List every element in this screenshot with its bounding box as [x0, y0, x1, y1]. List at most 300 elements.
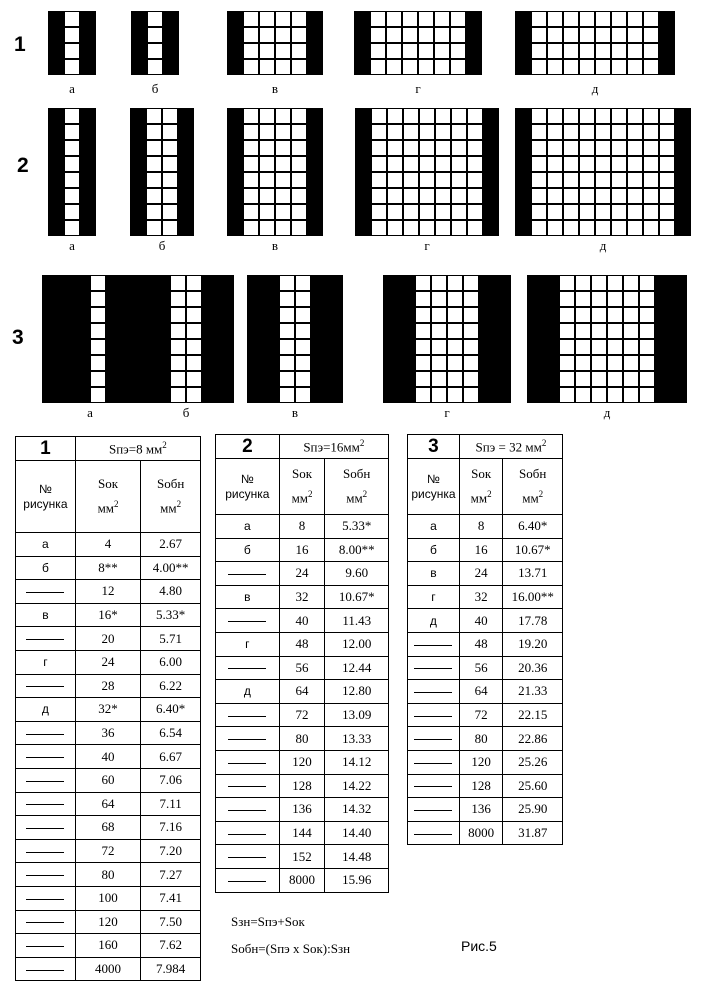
sok-cell: 72	[459, 703, 503, 727]
electrode-cell	[218, 371, 234, 387]
table-row	[16, 698, 201, 722]
window-cell	[146, 124, 162, 140]
electrode-cell	[479, 371, 495, 387]
window-cell	[611, 220, 627, 236]
dash-line	[26, 781, 64, 782]
electrode-cell	[515, 140, 531, 156]
sobn-cell: 7.41	[141, 886, 201, 910]
sok-cell: 40	[279, 609, 325, 633]
pattern-grid-2-g	[355, 108, 499, 236]
figure-cell: г	[216, 632, 280, 656]
col-header-sobn: Sобн $мм^2$	[141, 461, 201, 533]
window-cell	[531, 27, 547, 43]
dash-line	[26, 804, 64, 805]
figure-cell: б	[408, 538, 460, 562]
window-cell	[147, 11, 163, 27]
window-cell	[450, 11, 466, 27]
window-cell	[64, 220, 80, 236]
window-cell	[402, 59, 418, 75]
electrode-cell	[218, 291, 234, 307]
sok-cell: 68	[75, 816, 140, 840]
window-cell	[607, 323, 623, 339]
col-header-figure: № рисунка	[216, 459, 280, 515]
figure-cell	[216, 703, 280, 727]
window-cell	[531, 124, 547, 140]
window-cell	[591, 291, 607, 307]
window-cell	[531, 11, 547, 27]
window-cell	[531, 59, 547, 75]
window-cell	[447, 339, 463, 355]
window-cell	[291, 11, 307, 27]
figure-cell: б	[216, 538, 280, 562]
electrode-cell	[671, 307, 687, 323]
electrode-cell	[74, 323, 90, 339]
sobn-cell: 31.87	[503, 821, 563, 845]
electrode-cell	[399, 339, 415, 355]
window-cell	[579, 108, 595, 124]
electrode-cell	[479, 339, 495, 355]
table-row	[16, 886, 201, 910]
electrode-cell	[311, 355, 327, 371]
electrode-cell	[42, 355, 58, 371]
window-cell	[463, 387, 479, 403]
sobn-cell: 14.22	[325, 774, 389, 798]
electrode-cell	[675, 140, 691, 156]
sok-cell: 136	[459, 798, 503, 822]
electrode-cell	[178, 204, 194, 220]
table-row	[408, 680, 563, 704]
window-cell	[418, 59, 434, 75]
window-cell	[559, 339, 575, 355]
window-cell	[435, 140, 451, 156]
window-cell	[643, 220, 659, 236]
electrode-cell	[355, 108, 371, 124]
window-cell	[259, 59, 275, 75]
window-cell	[591, 323, 607, 339]
electrode-cell	[106, 323, 122, 339]
sok-cell: 8000	[279, 868, 325, 892]
electrode-cell	[227, 124, 243, 140]
electrode-cell	[154, 355, 170, 371]
window-cell	[531, 204, 547, 220]
window-cell	[547, 172, 563, 188]
electrode-cell	[122, 339, 138, 355]
electrode-cell	[495, 355, 511, 371]
figure-cell	[216, 774, 280, 798]
sok-cell: 64	[75, 792, 140, 816]
electrode-cell	[355, 156, 371, 172]
window-cell	[243, 172, 259, 188]
figure-cell: д	[16, 698, 76, 722]
electrode-cell	[48, 11, 64, 27]
electrode-cell	[122, 355, 138, 371]
window-cell	[611, 43, 627, 59]
window-cell	[579, 11, 595, 27]
electrode-cell	[130, 220, 146, 236]
window-cell	[575, 339, 591, 355]
electrode-cell	[80, 172, 96, 188]
dash-line	[414, 645, 452, 646]
window-cell	[627, 220, 643, 236]
window-cell	[275, 59, 291, 75]
window-cell	[418, 11, 434, 27]
window-cell	[607, 387, 623, 403]
figure-cell	[16, 957, 76, 981]
electrode-cell	[307, 220, 323, 236]
window-cell	[434, 43, 450, 59]
dash-line	[228, 716, 266, 717]
window-cell	[531, 172, 547, 188]
dash-line	[414, 786, 452, 787]
table-row	[16, 650, 201, 674]
window-cell	[467, 140, 483, 156]
window-cell	[447, 323, 463, 339]
window-cell	[531, 188, 547, 204]
electrode-cell	[307, 188, 323, 204]
window-cell	[579, 220, 595, 236]
pattern-grid-2-d	[515, 108, 691, 236]
electrode-cell	[307, 172, 323, 188]
window-cell	[595, 27, 611, 43]
window-cell	[611, 11, 627, 27]
window-cell	[659, 220, 675, 236]
electrode-cell	[671, 275, 687, 291]
electrode-cell	[263, 323, 279, 339]
sok-cell: 20	[75, 627, 140, 651]
electrode-cell	[42, 323, 58, 339]
sobn-cell: 7.50	[141, 910, 201, 934]
window-cell	[579, 156, 595, 172]
table-number: 3	[408, 435, 460, 459]
electrode-cell	[479, 307, 495, 323]
window-cell	[295, 307, 311, 323]
electrode-cell	[154, 387, 170, 403]
window-cell	[431, 275, 447, 291]
window-cell	[639, 323, 655, 339]
electrode-cell	[202, 387, 218, 403]
window-cell	[643, 59, 659, 75]
window-cell	[64, 140, 80, 156]
window-cell	[162, 124, 178, 140]
window-cell	[559, 387, 575, 403]
electrode-cell	[311, 371, 327, 387]
electrode-cell	[42, 387, 58, 403]
window-cell	[279, 323, 295, 339]
window-cell	[531, 108, 547, 124]
window-cell	[291, 220, 307, 236]
electrode-cell	[48, 140, 64, 156]
electrode-cell	[355, 140, 371, 156]
pattern-grid-1-a	[48, 11, 96, 75]
window-cell	[387, 156, 403, 172]
electrode-cell	[130, 204, 146, 220]
window-cell	[90, 387, 106, 403]
window-cell	[243, 124, 259, 140]
electrode-cell	[227, 204, 243, 220]
window-cell	[419, 204, 435, 220]
electrode-cell	[354, 43, 370, 59]
electrode-cell	[202, 355, 218, 371]
window-cell	[431, 371, 447, 387]
window-cell	[186, 387, 202, 403]
electrode-cell	[227, 108, 243, 124]
window-cell	[627, 43, 643, 59]
window-cell	[639, 355, 655, 371]
electrode-cell	[383, 355, 399, 371]
window-cell	[639, 387, 655, 403]
electrode-cell	[655, 275, 671, 291]
electrode-cell	[178, 108, 194, 124]
sok-cell: 28	[75, 674, 140, 698]
window-cell	[403, 220, 419, 236]
window-cell	[627, 188, 643, 204]
sobn-cell: 9.60	[325, 562, 389, 586]
sok-cell: 64	[279, 680, 325, 704]
figure-cell	[16, 768, 76, 792]
electrode-cell	[58, 339, 74, 355]
electrode-cell	[106, 387, 122, 403]
pattern-grid-3-a	[42, 275, 138, 403]
window-cell	[291, 43, 307, 59]
window-cell	[643, 172, 659, 188]
grid-label-3-v: в	[291, 405, 299, 420]
window-cell	[295, 371, 311, 387]
window-cell	[295, 387, 311, 403]
dash-line	[228, 621, 266, 622]
dash-line	[26, 852, 64, 853]
sok-cell: 32	[459, 585, 503, 609]
electrode-cell	[327, 371, 343, 387]
table-row	[216, 750, 389, 774]
grid-label-2-a: а	[69, 238, 75, 253]
window-cell	[419, 188, 435, 204]
window-cell	[563, 11, 579, 27]
window-cell	[291, 204, 307, 220]
figure-label: Рис.5	[461, 938, 497, 954]
table-number: 2	[216, 435, 280, 459]
window-cell	[467, 172, 483, 188]
window-cell	[595, 172, 611, 188]
electrode-cell	[659, 27, 675, 43]
electrode-cell	[466, 27, 482, 43]
window-cell	[563, 188, 579, 204]
window-cell	[291, 156, 307, 172]
electrode-cell	[543, 371, 559, 387]
sobn-cell: 21.33	[503, 680, 563, 704]
electrode-cell	[154, 307, 170, 323]
electrode-cell	[527, 307, 543, 323]
grid-label-3-b: б	[182, 405, 190, 420]
dash-line	[228, 574, 266, 575]
window-cell	[451, 108, 467, 124]
sok-cell: 4	[75, 533, 140, 557]
window-cell	[291, 124, 307, 140]
electrode-cell	[122, 291, 138, 307]
window-cell	[579, 172, 595, 188]
pattern-grid-2-v	[227, 108, 323, 236]
electrode-cell	[227, 27, 243, 43]
sobn-cell: 6.40*	[141, 698, 201, 722]
electrode-cell	[655, 387, 671, 403]
window-cell	[591, 355, 607, 371]
electrode-cell	[154, 323, 170, 339]
electrode-cell	[263, 355, 279, 371]
figure-cell: а	[16, 533, 76, 557]
electrode-cell	[483, 172, 499, 188]
electrode-cell	[466, 59, 482, 75]
sobn-cell: 2.67	[141, 533, 201, 557]
window-cell	[147, 59, 163, 75]
sok-cell: 16	[459, 538, 503, 562]
window-cell	[403, 124, 419, 140]
window-cell	[451, 188, 467, 204]
window-cell	[146, 204, 162, 220]
electrode-cell	[671, 323, 687, 339]
window-cell	[295, 323, 311, 339]
window-cell	[611, 204, 627, 220]
table-row	[216, 656, 389, 680]
electrode-cell	[247, 275, 263, 291]
table-row	[408, 609, 563, 633]
sobn-cell: 7.16	[141, 816, 201, 840]
electrode-cell	[307, 27, 323, 43]
window-cell	[90, 323, 106, 339]
sobn-cell: 11.43	[325, 609, 389, 633]
sobn-cell: 14.12	[325, 750, 389, 774]
window-cell	[579, 27, 595, 43]
electrode-cell	[263, 387, 279, 403]
window-cell	[659, 124, 675, 140]
window-cell	[243, 156, 259, 172]
figure-cell	[408, 750, 460, 774]
electrode-cell	[130, 124, 146, 140]
table-row	[216, 868, 389, 892]
window-cell	[463, 371, 479, 387]
window-cell	[659, 188, 675, 204]
electrode-cell	[515, 172, 531, 188]
window-cell	[451, 204, 467, 220]
window-cell	[563, 108, 579, 124]
window-cell	[170, 275, 186, 291]
window-cell	[623, 275, 639, 291]
electrode-cell	[80, 156, 96, 172]
sobn-cell: 22.15	[503, 703, 563, 727]
electrode-cell	[655, 291, 671, 307]
window-cell	[611, 59, 627, 75]
sobn-cell: 17.78	[503, 609, 563, 633]
electrode-cell	[355, 220, 371, 236]
electrode-cell	[307, 156, 323, 172]
electrode-cell	[227, 11, 243, 27]
window-cell	[627, 156, 643, 172]
dash-line	[228, 739, 266, 740]
electrode-cell	[399, 307, 415, 323]
sobn-cell: 13.71	[503, 562, 563, 586]
window-cell	[275, 172, 291, 188]
window-cell	[387, 124, 403, 140]
sobn-cell: 6.40*	[503, 515, 563, 539]
table-row	[216, 798, 389, 822]
sobn-cell: 14.40	[325, 821, 389, 845]
electrode-cell	[659, 43, 675, 59]
grid-label-3-a: а	[87, 405, 93, 420]
figure-cell	[16, 886, 76, 910]
window-cell	[64, 124, 80, 140]
sobn-cell: 8.00**	[325, 538, 389, 562]
dash-line	[228, 834, 266, 835]
table-row	[408, 703, 563, 727]
electrode-cell	[495, 291, 511, 307]
electrode-cell	[154, 371, 170, 387]
electrode-cell	[355, 204, 371, 220]
electrode-cell	[311, 323, 327, 339]
grid-label-2-b: б	[158, 238, 166, 253]
window-cell	[186, 275, 202, 291]
electrode-cell	[247, 291, 263, 307]
window-cell	[431, 307, 447, 323]
window-cell	[563, 140, 579, 156]
electrode-cell	[466, 43, 482, 59]
window-cell	[659, 140, 675, 156]
sobn-cell: 5.71	[141, 627, 201, 651]
window-cell	[611, 124, 627, 140]
window-cell	[291, 27, 307, 43]
window-cell	[243, 204, 259, 220]
window-cell	[279, 307, 295, 323]
window-cell	[575, 275, 591, 291]
electrode-cell	[354, 59, 370, 75]
window-cell	[259, 11, 275, 27]
electrode-cell	[130, 172, 146, 188]
sobn-cell: 6.54	[141, 721, 201, 745]
electrode-cell	[247, 323, 263, 339]
electrode-cell	[178, 188, 194, 204]
row-label-1: 1	[14, 33, 26, 56]
window-cell	[243, 188, 259, 204]
figure-cell	[408, 821, 460, 845]
electrode-cell	[106, 355, 122, 371]
window-cell	[434, 11, 450, 27]
window-cell	[467, 204, 483, 220]
electrode-cell	[327, 275, 343, 291]
window-cell	[90, 371, 106, 387]
electrode-cell	[483, 156, 499, 172]
window-cell	[418, 27, 434, 43]
window-cell	[419, 220, 435, 236]
electrode-cell	[307, 204, 323, 220]
window-cell	[259, 172, 275, 188]
window-cell	[563, 27, 579, 43]
window-cell	[611, 108, 627, 124]
window-cell	[579, 204, 595, 220]
window-cell	[595, 204, 611, 220]
window-cell	[579, 124, 595, 140]
window-cell	[275, 108, 291, 124]
electrode-cell	[479, 387, 495, 403]
window-cell	[279, 339, 295, 355]
window-cell	[275, 43, 291, 59]
table-row	[16, 745, 201, 769]
electrode-cell	[311, 275, 327, 291]
col-header-sobn: Sобн $мм^2$	[503, 459, 563, 515]
pattern-grid-1-b	[131, 11, 179, 75]
window-cell	[162, 108, 178, 124]
electrode-cell	[495, 371, 511, 387]
electrode-cell	[178, 156, 194, 172]
table-row	[216, 632, 389, 656]
window-cell	[575, 307, 591, 323]
sok-cell: 72	[75, 839, 140, 863]
